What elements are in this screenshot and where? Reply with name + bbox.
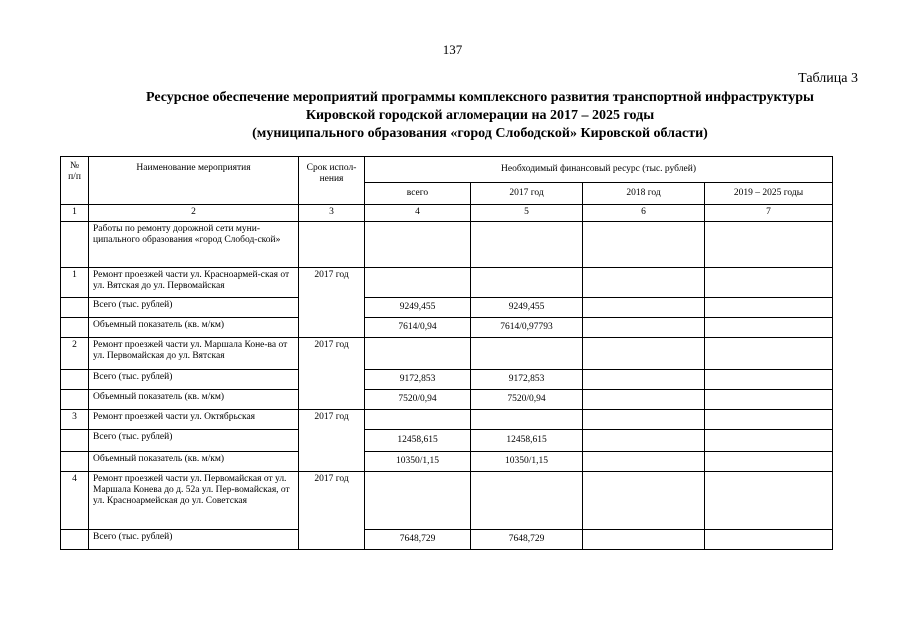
col-number: 3 [299,205,365,222]
measure-name: Ремонт проезжей части ул. Маршала Коне-ва от ул. Первомайская до ул. Вятская [89,338,299,370]
total-2017: 7648,729 [471,530,583,550]
table-row [61,452,833,472]
col-number: 4 [365,205,471,222]
row-index: 4 [61,472,89,530]
table-row [61,370,833,390]
table-row [61,430,833,452]
total-label: Всего (тыс. рублей) [89,430,299,452]
volume-2017: 7520/0,94 [471,390,583,410]
measure-term: 2017 год [299,338,365,410]
table-row [61,268,833,298]
title-line-1: Ресурсное обеспечение мероприятий программы комплексного развития транспортной инфраструктуры [146,90,814,105]
measure-name: Ремонт проезжей части ул. Красноармей-ская от ул. Вятская до ул. Первомайская [89,268,299,298]
volume-2017: 10350/1,15 [471,452,583,472]
header-2019-2025: 2019 – 2025 годы [705,183,833,205]
volume-2017: 7614/0,97793 [471,318,583,338]
volume-label: Объемный показатель (кв. м/км) [89,452,299,472]
volume-all: 7614/0,94 [365,318,471,338]
header-2017: 2017 год [471,183,583,205]
volume-label: Объемный показатель (кв. м/км) [89,318,299,338]
row-index: 1 [61,268,89,298]
header-2018: 2018 год [583,183,705,205]
header-resource: Необходимый финансовый ресурс (тыс. рублей) [365,157,833,183]
volume-label: Объемный показатель (кв. м/км) [89,390,299,410]
total-2017: 12458,615 [471,430,583,452]
col-number: 6 [583,205,705,222]
total-all: 9172,853 [365,370,471,390]
table-row [61,318,833,338]
measure-term: 2017 год [299,410,365,472]
total-all: 9249,455 [365,298,471,318]
intro-text: Работы по ремонту дорожной сети муни-ципального образования «город Слобод-ской» [89,222,299,268]
col-number: 5 [471,205,583,222]
document-title [60,89,900,143]
row-index: 2 [61,338,89,370]
header-term: Срок испол-нения [299,157,365,205]
table-row [61,298,833,318]
row-index: 3 [61,410,89,430]
total-label: Всего (тыс. рублей) [89,530,299,550]
title-line-3: (муниципального образования «город Слободской» Кировской области) [252,126,708,141]
total-2017: 9172,853 [471,370,583,390]
volume-all: 7520/0,94 [365,390,471,410]
column-number-row [61,205,833,222]
total-all: 12458,615 [365,430,471,452]
col-number: 7 [705,205,833,222]
volume-all: 10350/1,15 [365,452,471,472]
measure-term: 2017 год [299,268,365,338]
total-label: Всего (тыс. рублей) [89,370,299,390]
col-number: 1 [61,205,89,222]
total-label: Всего (тыс. рублей) [89,298,299,318]
measure-name: Ремонт проезжей части ул. Октябрьская [89,410,299,430]
table-row [61,390,833,410]
table-row [61,410,833,430]
total-2017: 9249,455 [471,298,583,318]
page-number: 137 [442,42,463,57]
table-row [61,530,833,550]
table-row [61,222,833,268]
table-row [61,338,833,370]
col-number: 2 [89,205,299,222]
measure-term: 2017 год [299,472,365,550]
header-name: Наименование мероприятия [89,157,299,205]
resource-table [60,156,833,550]
header-num: № п/п [61,157,89,205]
header-total: всего [365,183,471,205]
title-line-2: Кировской городской агломерации на 2017 – 2025 годы [305,108,655,123]
total-all: 7648,729 [365,530,471,550]
measure-name: Ремонт проезжей части ул. Первомайская от ул. Маршала Конева до д. 52а ул. Пер-вомайская, от ул. Красноармейская до ул. Советская [89,472,299,530]
table-label: Таблица 3 [798,71,858,86]
table-row [61,472,833,530]
